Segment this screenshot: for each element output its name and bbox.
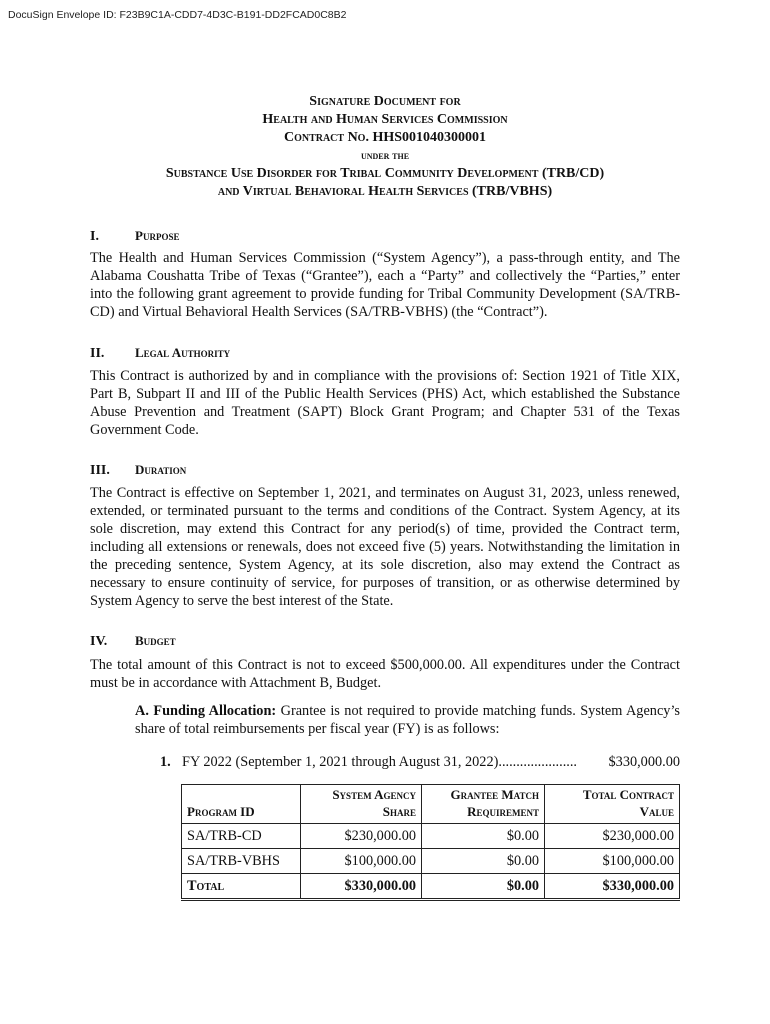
- funding-allocation-text: Grantee is not required to provide matching funds. System Agency’s share of total reimbursements per fiscal year (FY) is as follows:: [135, 703, 680, 737]
- fy-item-amount: $330,000.00: [608, 754, 680, 770]
- table-row: [182, 849, 680, 874]
- section-number: I.: [90, 229, 99, 244]
- header-program-id: Program ID: [182, 785, 301, 824]
- header-total-contract-value: Total Contract Value: [545, 785, 680, 824]
- table-total-row: [182, 874, 680, 900]
- title-line-3: [0, 129, 770, 147]
- header-grantee-match: Grantee Match Requirement: [422, 785, 545, 824]
- title-line-4: under the: [360, 150, 410, 162]
- cell-total-agency-share: $330,000.00: [301, 874, 422, 900]
- cell-total-label: Total: [182, 874, 301, 900]
- duration-paragraph: The Contract is effective on September 1, 2021, and terminates on August 31, 2023, unless renewed, extended, or terminated pursuant to the terms and conditions of the Contract. System Agency, at its sole discretion, may extend this Contract for any period(s) of time, provided the Contract term, including all extensions or renewals, does not exceed five (5) years. Notwithstanding the limitation in the preceding sentence, System Agency, at its sole discretion, also may extend the Contract as necessary to ensure continuity of service, for purposes of transition, or as otherwise determined by System Agency to serve the best interest of the State.: [90, 485, 680, 609]
- cell-grantee-match: $0.00: [422, 849, 545, 874]
- contract-number: HHS001040300001: [372, 130, 487, 145]
- section-number: II.: [90, 346, 105, 361]
- cell-agency-share: $230,000.00: [301, 824, 422, 849]
- section-heading-legal-authority: [90, 345, 230, 362]
- table-row: [182, 824, 680, 849]
- cell-total-contract-value: $330,000.00: [545, 874, 680, 900]
- section-heading-budget: [90, 633, 176, 650]
- fy-2022-line: [160, 753, 680, 771]
- cell-total-value: $100,000.00: [545, 849, 680, 874]
- docusign-envelope-id: DocuSign Envelope ID: F23B9C1A-CDD7-4D3C-B191-DD2FCAD0C8B2: [8, 9, 347, 21]
- funding-allocation-label: A. Funding Allocation:: [135, 703, 277, 719]
- program-name-1: Substance Use Disorder for Tribal Community Development: [165, 166, 539, 181]
- program-code-2: (TRB/VBHS): [472, 184, 553, 199]
- section-number: III.: [90, 463, 110, 478]
- fy-item-number: 1.: [160, 754, 171, 770]
- title-line-6: [0, 183, 770, 201]
- cell-program: SA/TRB-CD: [182, 824, 301, 849]
- budget-table: [181, 784, 680, 901]
- purpose-paragraph: The Health and Human Services Commission (“System Agency”), a pass-through entity, and The Alabama Coushatta Tribe of Texas (“Grantee”), each a “Party” and collectively the “Parties,” enter into the following grant agreement to provide funding for Tribal Community Development (SA/TRB-CD) and Virtual Behavioral Health Services (SA/TRB-VBHS) (the “Contract”).: [90, 250, 680, 320]
- section-name: Purpose: [135, 228, 180, 243]
- section-heading-duration: [90, 462, 186, 479]
- cell-agency-share: $100,000.00: [301, 849, 422, 874]
- title-line-2: Health and Human Services Commission: [262, 112, 508, 127]
- legal-authority-paragraph: This Contract is authorized by and in compliance with the provisions of: Section 1921 of Title XIX, Part B, Subpart II and III of the Public Health Services (PHS) Act, which established the Substance Abuse Prevention and Treatment (SAPT) Block Grant Program; and Chapter 531 of the Texas Government Code.: [90, 368, 680, 438]
- document-title: [0, 93, 770, 201]
- cell-total-value: $230,000.00: [545, 824, 680, 849]
- budget-paragraph: The total amount of this Contract is not to exceed $500,000.00. All expenditures under the Contract must be in accordance with Attachment B, Budget.: [90, 657, 680, 691]
- section-heading-purpose: [90, 228, 179, 245]
- funding-allocation-paragraph: [135, 702, 680, 738]
- cell-grantee-match: $0.00: [422, 824, 545, 849]
- table-header-row: [182, 785, 680, 824]
- cell-total-grantee-match: $0.00: [422, 874, 545, 900]
- cell-program: SA/TRB-VBHS: [182, 849, 301, 874]
- section-number: IV.: [90, 634, 108, 649]
- title-line-5: [0, 165, 770, 183]
- section-name: Budget: [135, 633, 176, 648]
- section-name: Duration: [135, 462, 187, 477]
- program-code-1: (TRB/CD): [541, 166, 605, 181]
- header-system-agency-share: System Agency Share: [301, 785, 422, 824]
- program-name-2: and Virtual Behavioral Health Services: [217, 184, 469, 199]
- contract-no-label: Contract No.: [283, 130, 369, 145]
- title-line-1: Signature Document for: [309, 94, 461, 109]
- fy-item-text: FY 2022 (September 1, 2021 through August 31, 2022)......................: [182, 754, 577, 770]
- section-name: Legal Authority: [135, 345, 231, 360]
